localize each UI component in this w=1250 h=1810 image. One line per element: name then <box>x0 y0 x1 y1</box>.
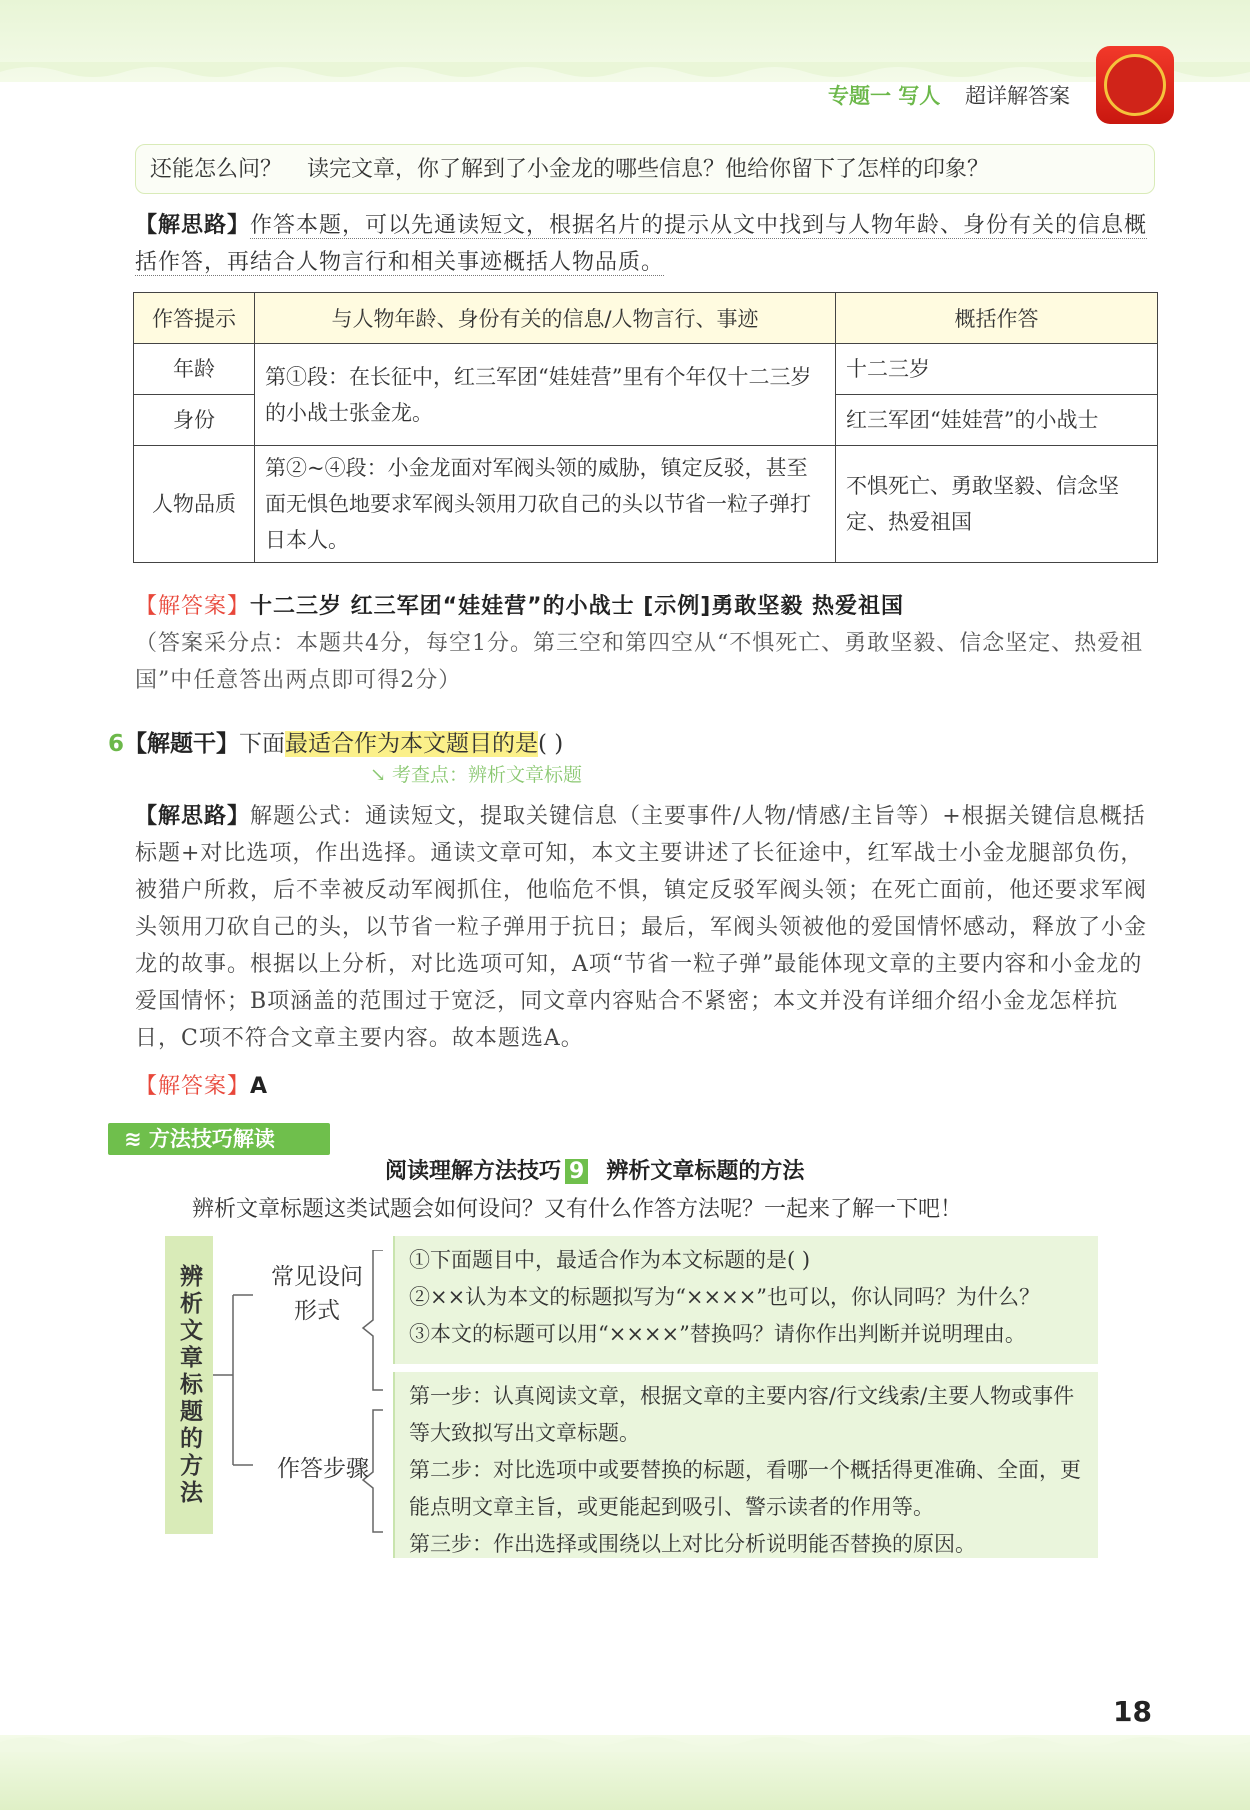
brand-logo-icon <box>1096 46 1174 124</box>
q6-stem-highlight: 最适合作为本文题目的是 <box>285 731 539 757</box>
list-item: 第一步：认真阅读文章，根据文章的主要内容/行文线索/主要人物或事件等大致拟写出文章标题。 <box>409 1384 1075 1445</box>
list-item: 第二步：对比选项中或要替换的标题，看哪一个概括得更准确、全面，更能点明文章主旨，或更能起到吸引、警示读者的作用等。 <box>409 1458 1081 1519</box>
list-item: ③本文的标题可以用“××××”替换吗？请你作出判断并说明理由。 <box>409 1322 1026 1346</box>
method-tag-text: 方法技巧解读 <box>148 1127 275 1151</box>
q6-number: 6 <box>108 731 125 757</box>
method-intro: 辨析文章标题这类试题会如何设问？又有什么作答方法呢？一起来了解一下吧！ <box>192 1197 963 1222</box>
list-item: ①下面题目中，最适合作为本文标题的是( ) <box>409 1248 811 1272</box>
q6-stem <box>108 725 563 758</box>
table-row <box>134 446 1158 563</box>
q6-approach <box>135 798 1155 1057</box>
table-cell-evidence: 第①段：在长征中，红三军团“娃娃营”里有个年仅十二三岁的小战士张金龙。 <box>255 344 836 446</box>
q5-approach-tag: 【解思路】 <box>135 213 251 238</box>
alt-question-box <box>135 144 1155 194</box>
table-cell-answer: 不惧死亡、勇敢坚毅、信念坚定、热爱祖国 <box>836 446 1158 563</box>
table-header-cell: 概括作答 <box>836 293 1158 344</box>
q5-answer-text: 十二三岁 红三军团“娃娃营”的小战士 [示例]勇敢坚毅 热爱祖国 <box>250 594 905 619</box>
page-number: 18 <box>1113 1695 1152 1728</box>
table-cell-answer: 红三军团“娃娃营”的小战士 <box>836 395 1158 446</box>
q5-approach <box>135 207 1155 281</box>
method-title <box>385 1154 804 1185</box>
question-forms-box <box>393 1236 1098 1364</box>
q6-answer <box>135 1068 1155 1105</box>
list-item: ②××认为本文的标题拟写为“××××”也可以，你认同吗？为什么？ <box>409 1285 1041 1309</box>
q6-hint <box>370 760 582 787</box>
table-header-cell: 作答提示 <box>134 293 255 344</box>
q6-stem-prefix: 下面 <box>239 731 286 757</box>
alt-question-text: 读完文章，你了解到了小金龙的哪些信息？他给你留下了怎样的印象？ <box>307 157 990 182</box>
q5-scoring: （答案采分点：本题共4分，每空1分。第三空和第四空从“不惧死亡、勇敢坚毅、信念坚定、热爱祖国”中任意答出两点即可得2分） <box>135 631 1144 693</box>
q6-hint-text: 考查点：辨析文章标题 <box>391 764 582 786</box>
method-section-tag <box>108 1123 330 1155</box>
bottom-wave-decor <box>0 1722 1250 1752</box>
hint-arrow-icon: ↘ <box>370 764 392 786</box>
q5-approach-text: 作答本题，可以先通读短文，根据名片的提示从文中找到与人物年龄、身份有关的信息概括作答，再结合人物言行和相关事迹概括人物品质。 <box>135 213 1148 275</box>
table-cell-hint: 身份 <box>134 395 255 446</box>
lines-icon: ≋ <box>124 1127 149 1151</box>
header-topic: 专题一 写人 <box>828 84 941 108</box>
table-cell-hint: 年龄 <box>134 344 255 395</box>
alt-question-label: 还能怎么问？ <box>150 157 283 182</box>
table-row <box>134 344 1158 395</box>
q6-stem-suffix: ( ) <box>538 731 564 757</box>
answer-table <box>133 292 1158 563</box>
branch-question-forms: 常见设问形式 <box>271 1264 363 1324</box>
method-title-suffix: 辨析文章标题的方法 <box>606 1159 805 1184</box>
table-cell-answer: 十二三岁 <box>836 344 1158 395</box>
q6-approach-tag: 【解思路】 <box>135 804 251 829</box>
q6-stem-tag: 【解题干】 <box>124 731 240 757</box>
list-item: 第三步：作出选择或围绕以上对比分析说明能否替换的原因。 <box>409 1532 976 1556</box>
table-header-row <box>134 293 1158 344</box>
page-header <box>828 80 1070 110</box>
method-root-label: 辨析文章标题的方法 <box>165 1236 213 1534</box>
method-title-prefix: 阅读理解方法技巧 <box>385 1159 562 1184</box>
table-header-cell: 与人物年龄、身份有关的信息/人物言行、事迹 <box>255 293 836 344</box>
q5-answer-tag: 【解答案】 <box>135 594 251 619</box>
answer-steps-box <box>393 1372 1098 1558</box>
branch-answer-steps: 作答步骤 <box>277 1456 369 1482</box>
q5-answer <box>135 588 1155 625</box>
q6-answer-tag: 【解答案】 <box>135 1074 251 1099</box>
q6-approach-text: 解题公式：通读短文，提取关键信息（主要事件/人物/情感/主旨等）+根据关键信息概括标题+对比选项，作出选择。通读文章可知，本文主要讲述了长征途中，红军战士小金龙腿部负伤，被猎户所救，后不幸被反动军阀抓住，他临危不惧，镇定反驳军阀头领；在死亡面前，他还要求军阀头领用刀砍自己的头，以节省一粒子弹用于抗日；最后，军阀头领被他的爱国情怀感动，释放了小金龙的故事。根据以上分析，对比选项可知，A项“节省一粒子弹”最能体现文章的主要内容和小金龙的爱国情怀；B项涵盖的范围过于宽泛，同文章内容贴合不紧密；本文并没有详细介绍小金龙怎样抗日，C项不符合文章主要内容。故本题选A。 <box>135 804 1148 1051</box>
method-title-number: 9 <box>565 1159 588 1184</box>
header-tail: 超详解答案 <box>965 84 1070 108</box>
q6-answer-value: A <box>250 1074 269 1099</box>
table-cell-evidence: 第②~④段：小金龙面对军阀头领的威胁，镇定反驳，甚至面无惧色地要求军阀头领用刀砍自己的头以节省一粒子弹打日本人。 <box>255 446 836 563</box>
table-cell-hint: 人物品质 <box>134 446 255 563</box>
